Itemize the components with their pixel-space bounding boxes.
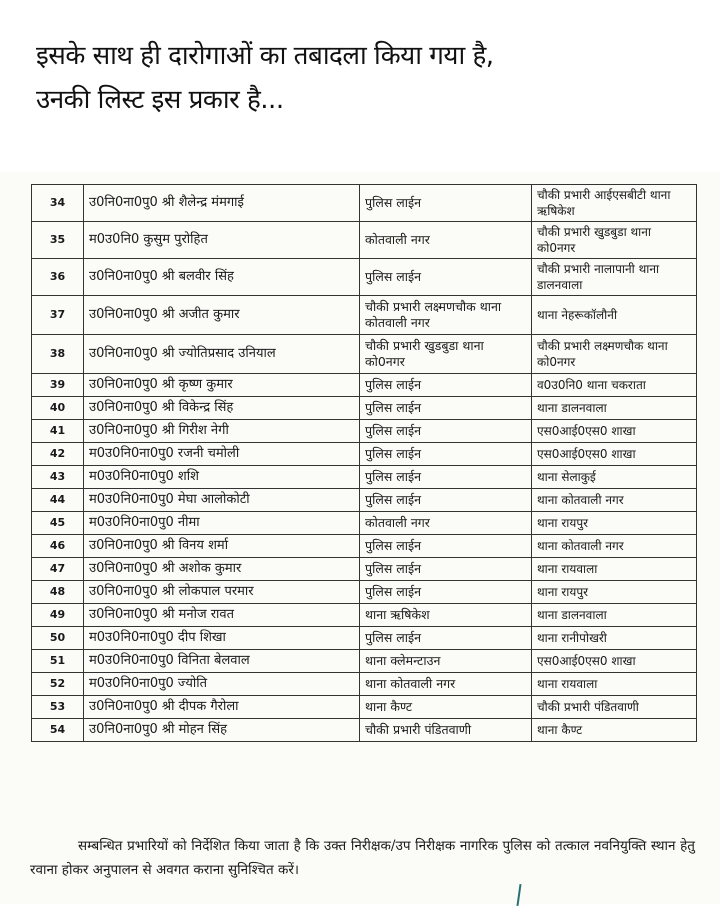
current-posting-cell: थाना ऋषिकेश xyxy=(360,604,532,627)
new-posting-cell: थाना कोतवाली नगर xyxy=(532,535,697,558)
officer-name-cell: उ0नि0ना0पु0 श्री शैलेन्द्र मंमगाई xyxy=(84,185,360,222)
current-posting-cell: पुलिस लाईन xyxy=(360,558,532,581)
headline-line-2: उनकी लिस्ट इस प्रकार है... xyxy=(36,85,284,115)
new-posting-cell: चौकी प्रभारी लक्ष्मणचौक थाना को0नगर xyxy=(532,335,697,374)
officer-name-cell: उ0नि0ना0पु0 श्री विनय शर्मा xyxy=(84,535,360,558)
new-posting-cell: एस0आई0एस0 शाखा xyxy=(532,650,697,673)
serial-number-cell: 48 xyxy=(32,581,84,604)
current-posting-cell: थाना क्लेमन्टाउन xyxy=(360,650,532,673)
new-posting-cell: थाना कैण्ट xyxy=(532,719,697,742)
table-row xyxy=(32,296,697,335)
current-posting-cell: पुलिस लाईन xyxy=(360,489,532,512)
headline-line-1: इसके साथ ही दारोगाओं का तबादला किया गया है, xyxy=(36,41,494,71)
current-posting-cell: पुलिस लाईन xyxy=(360,374,532,397)
serial-number-cell: 39 xyxy=(32,374,84,397)
transfer-list-table xyxy=(31,184,697,742)
officer-name-cell: उ0नि0ना0पु0 श्री अशोक कुमार xyxy=(84,558,360,581)
officer-name-cell: म0उ0नि0ना0पु0 विनिता बेलवाल xyxy=(84,650,360,673)
current-posting-cell: पुलिस लाईन xyxy=(360,627,532,650)
new-posting-cell: थाना नेहरूकॉलौनी xyxy=(532,296,697,335)
serial-number-cell: 51 xyxy=(32,650,84,673)
serial-number-cell: 53 xyxy=(32,696,84,719)
new-posting-cell: एस0आई0एस0 शाखा xyxy=(532,443,697,466)
officer-name-cell: म0उ0नि0ना0पु0 नीमा xyxy=(84,512,360,535)
serial-number-cell: 37 xyxy=(32,296,84,335)
table-row xyxy=(32,512,697,535)
table-row xyxy=(32,535,697,558)
table-row xyxy=(32,222,697,259)
officer-name-cell: म0उ0नि0ना0पु0 मेघा आलोकोटी xyxy=(84,489,360,512)
current-posting-cell: पुलिस लाईन xyxy=(360,397,532,420)
officer-name-cell: उ0नि0ना0पु0 श्री कृष्ण कुमार xyxy=(84,374,360,397)
article-headline xyxy=(36,34,696,122)
current-posting-cell: पुलिस लाईन xyxy=(360,259,532,296)
table-row xyxy=(32,420,697,443)
officer-name-cell: उ0नि0ना0पु0 श्री दीपक गैरोला xyxy=(84,696,360,719)
table-row xyxy=(32,185,697,222)
current-posting-cell: चौकी प्रभारी लक्ष्मणचौक थाना कोतवाली नगर xyxy=(360,296,532,335)
serial-number-cell: 46 xyxy=(32,535,84,558)
table-row xyxy=(32,335,697,374)
serial-number-cell: 52 xyxy=(32,673,84,696)
serial-number-cell: 44 xyxy=(32,489,84,512)
table-row xyxy=(32,696,697,719)
new-posting-cell: थाना रानीपोखरी xyxy=(532,627,697,650)
serial-number-cell: 47 xyxy=(32,558,84,581)
table-row xyxy=(32,650,697,673)
serial-number-cell: 42 xyxy=(32,443,84,466)
new-posting-cell: एस0आई0एस0 शाखा xyxy=(532,420,697,443)
serial-number-cell: 35 xyxy=(32,222,84,259)
current-posting-cell: पुलिस लाईन xyxy=(360,420,532,443)
current-posting-cell: कोतवाली नगर xyxy=(360,222,532,259)
current-posting-cell: कोतवाली नगर xyxy=(360,512,532,535)
serial-number-cell: 54 xyxy=(32,719,84,742)
table-row xyxy=(32,443,697,466)
table-body xyxy=(32,185,697,742)
new-posting-cell: चौकी प्रभारी नालापानी थाना डालनवाला xyxy=(532,259,697,296)
current-posting-cell: पुलिस लाईन xyxy=(360,443,532,466)
table-row xyxy=(32,581,697,604)
table-row xyxy=(32,489,697,512)
pen-mark xyxy=(516,884,521,906)
new-posting-cell: थाना डालनवाला xyxy=(532,397,697,420)
table-row xyxy=(32,259,697,296)
new-posting-cell: थाना रायवाला xyxy=(532,673,697,696)
new-posting-cell: थाना रायवाला xyxy=(532,558,697,581)
directive-note: सम्बन्धित प्रभारियों को निर्देशित किया जाता है कि उक्त निरीक्षक/उप निरीक्षक नागरिक पुलिस को तत्काल नवनियुक्ति स्थान हेतु रवाना होकर अनुपालन से अवगत कराना सुनिश्चित करें। xyxy=(30,838,695,878)
serial-number-cell: 45 xyxy=(32,512,84,535)
scanned-document xyxy=(0,172,720,904)
serial-number-cell: 34 xyxy=(32,185,84,222)
current-posting-cell: थाना कोतवाली नगर xyxy=(360,673,532,696)
serial-number-cell: 41 xyxy=(32,420,84,443)
table-row xyxy=(32,558,697,581)
officer-name-cell: उ0नि0ना0पु0 श्री मोहन सिंह xyxy=(84,719,360,742)
new-posting-cell: चौकी प्रभारी खुडबुडा थाना को0नगर xyxy=(532,222,697,259)
table-row xyxy=(32,627,697,650)
table-row xyxy=(32,604,697,627)
current-posting-cell: पुलिस लाईन xyxy=(360,581,532,604)
new-posting-cell: थाना सेलाकुई xyxy=(532,466,697,489)
serial-number-cell: 38 xyxy=(32,335,84,374)
officer-name-cell: उ0नि0ना0पु0 श्री विकेन्द्र सिंह xyxy=(84,397,360,420)
officer-name-cell: उ0नि0ना0पु0 श्री अजीत कुमार xyxy=(84,296,360,335)
table-row xyxy=(32,719,697,742)
serial-number-cell: 49 xyxy=(32,604,84,627)
serial-number-cell: 40 xyxy=(32,397,84,420)
officer-name-cell: उ0नि0ना0पु0 श्री लोकपाल परमार xyxy=(84,581,360,604)
serial-number-cell: 36 xyxy=(32,259,84,296)
current-posting-cell: चौकी प्रभारी पंडितवाणी xyxy=(360,719,532,742)
officer-name-cell: म0उ0नि0ना0पु0 रजनी चमोली xyxy=(84,443,360,466)
current-posting-cell: चौकी प्रभारी खुडबुडा थाना को0नगर xyxy=(360,335,532,374)
serial-number-cell: 50 xyxy=(32,627,84,650)
new-posting-cell: चौकी प्रभारी आईएसबीटी थाना ऋषिकेश xyxy=(532,185,697,222)
current-posting-cell: पुलिस लाईन xyxy=(360,185,532,222)
table-row xyxy=(32,397,697,420)
officer-name-cell: म0उ0नि0 कुसुम पुरोहित xyxy=(84,222,360,259)
officer-name-cell: म0उ0नि0ना0पु0 शशि xyxy=(84,466,360,489)
officer-name-cell: उ0नि0ना0पु0 श्री ज्योतिप्रसाद उनियाल xyxy=(84,335,360,374)
current-posting-cell: थाना कैण्ट xyxy=(360,696,532,719)
new-posting-cell: थाना रायपुर xyxy=(532,512,697,535)
current-posting-cell: पुलिस लाईन xyxy=(360,535,532,558)
table-row xyxy=(32,374,697,397)
officer-name-cell: म0उ0नि0ना0पु0 ज्योति xyxy=(84,673,360,696)
officer-name-cell: उ0नि0ना0पु0 श्री मनोज रावत xyxy=(84,604,360,627)
new-posting-cell: चौकी प्रभारी पंडितवाणी xyxy=(532,696,697,719)
officer-name-cell: उ0नि0ना0पु0 श्री बलवीर सिंह xyxy=(84,259,360,296)
serial-number-cell: 43 xyxy=(32,466,84,489)
new-posting-cell: थाना रायपुर xyxy=(532,581,697,604)
current-posting-cell: पुलिस लाईन xyxy=(360,466,532,489)
new-posting-cell: थाना कोतवाली नगर xyxy=(532,489,697,512)
new-posting-cell: थाना डालनवाला xyxy=(532,604,697,627)
table-row xyxy=(32,466,697,489)
table-row xyxy=(32,673,697,696)
officer-name-cell: म0उ0नि0ना0पु0 दीप शिखा xyxy=(84,627,360,650)
officer-name-cell: उ0नि0ना0पु0 श्री गिरीश नेगी xyxy=(84,420,360,443)
new-posting-cell: व0उ0नि0 थाना चकराता xyxy=(532,374,697,397)
